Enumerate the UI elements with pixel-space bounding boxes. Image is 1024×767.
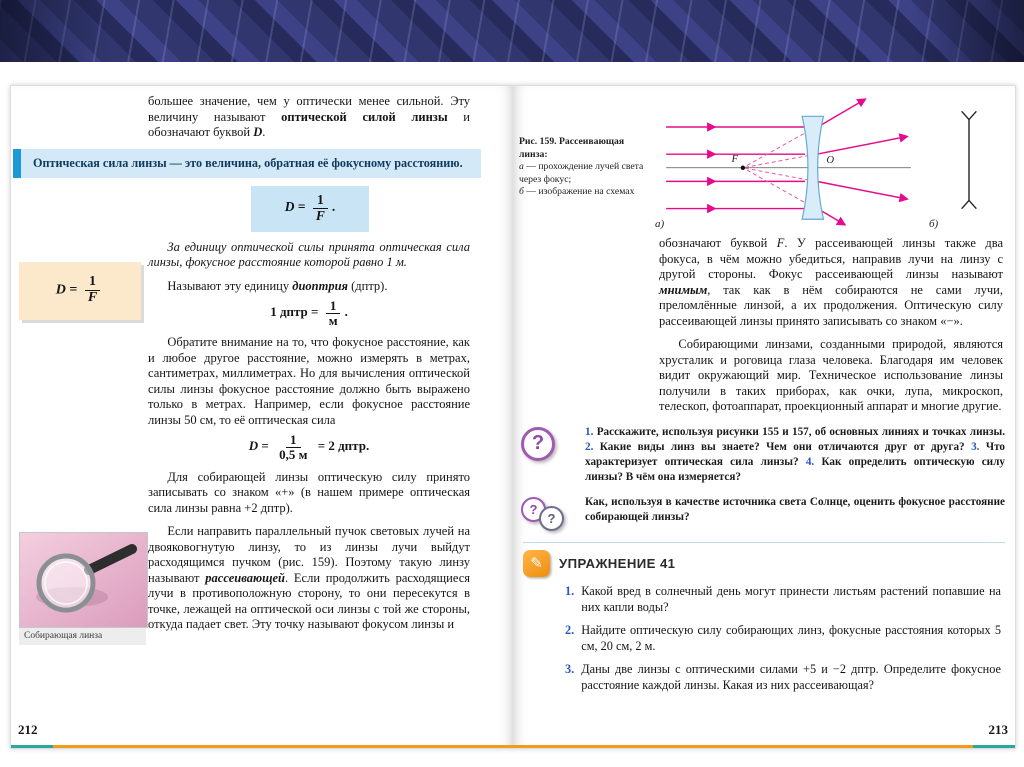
bold-term: оптической силой линзы xyxy=(281,109,448,124)
fraction: $\frac{1}{0,5 м}$ xyxy=(279,432,308,463)
question-number: 2. xyxy=(585,440,594,453)
textbook-spread xyxy=(10,85,1016,749)
exercise-item: 2. Найдите оптическую силу собирающих линз, фокусные расстояния которых 5 см, 20 см, 2 м. xyxy=(565,622,1001,653)
magnifier-glass xyxy=(39,556,93,610)
formula-box-optical-power: D = $\frac{1}{F}$ . xyxy=(251,186,369,231)
bold-term: мнимым xyxy=(659,282,708,297)
fraction: $\frac{1}{F}$ xyxy=(312,193,329,222)
exercise-item: 1. Какой вред в солнечный день могут принести листьям растений попавшие на них капли воды? xyxy=(565,583,1001,614)
equals-sign: = xyxy=(69,282,78,298)
bold-term: рассеивающей xyxy=(205,570,285,585)
fraction: $\frac{1}{м}$ xyxy=(325,299,342,327)
definition-text: Оптическая сила линзы — это величина, обратная её фокусному расстоянию. xyxy=(33,155,463,170)
exercise-number: 1. xyxy=(565,583,575,598)
text-run: . xyxy=(262,125,266,139)
page-left xyxy=(11,86,513,748)
page-number-right: 213 xyxy=(988,722,1008,737)
exercise-number: 3. xyxy=(565,661,575,676)
figure-label-b: б) xyxy=(929,218,939,230)
paragraph-measuring-note: Обратите внимание на то, что фокусное расстояние, как и любое другое расстояние, можно измерять в метрах, сантиметрах, миллиметрах. Но для вычисления оптической силы линзы фокусное расстояние должно быть выражено только в метрах. Например, если фокусное расстояние линзы 50 см, то её оптическая сила xyxy=(148,335,470,427)
question-icon: ? xyxy=(539,506,564,531)
figure-part-b xyxy=(927,92,1011,228)
paragraph-unit-definition: За единицу оптической силы принята оптическая сила линзы, фокусное расстояние которой равно 1 м. xyxy=(148,239,470,270)
question-number: 3. xyxy=(971,440,980,453)
equals-sign: = xyxy=(297,199,306,215)
figure-caption: Рис. 159. Рассеивающая линза: а — прохождение лучей света через фокус; б — изображение на схемах xyxy=(519,136,644,198)
variable-f: F xyxy=(776,236,785,250)
exercise-item: 3. Даны две линзы с оптическими силами +5 и −2 дптр. Определите фокусное расстояние каждой линзы. Какая из них рассеивающая? xyxy=(565,661,1001,692)
formula-note-box xyxy=(19,262,141,320)
exercise-header xyxy=(523,550,1005,577)
formula-dioptre: 1 дптр = $\frac{1}{м}$ . xyxy=(270,298,348,328)
paragraph-diverging-lens: Если направить параллельный пучок световых лучей на двояковогнутую линзу, то из линзы лучи выйдут расходящимся пучком (рис. 159). Поэтому такую линзу называют рассеивающей. Если продолжить расходящиеся лучи в противоположную сторону, то они пересекутся в точке, лежащей на оптической оси линзы с той же стороны, откуда падает свет. Эту точку называют фокусом линзы и xyxy=(148,524,470,632)
figure-label-a: а) xyxy=(655,218,665,230)
exercise-title: УПРАЖНЕНИЕ 41 xyxy=(559,555,676,571)
photo-converging-lens xyxy=(19,532,146,645)
exercise-pencil-icon: ✎ xyxy=(523,550,550,577)
question-icon: ? xyxy=(521,497,546,522)
focus-point xyxy=(741,166,745,170)
magnifier-photo xyxy=(19,532,148,628)
diverging-lens-symbol xyxy=(927,92,1011,228)
paragraph-lens-applications: Собирающими линзами, созданными природой, являются хрусталик и роговица глаза человека. Благодаря им человек видит окружающий мир. Техническое использование линзы получили в таких приборах, как очки, лупа, микроскоп, телескоп, фотоаппарат, проекционный аппарат и многие другие. xyxy=(659,337,1003,413)
diverging-lens-ray-diagram xyxy=(653,92,925,228)
formula-lhs: D xyxy=(55,282,66,298)
page-number-left: 212 xyxy=(18,722,38,737)
page-bottom-rule xyxy=(513,745,1015,748)
formula-lhs: D xyxy=(284,199,295,215)
definition-callout xyxy=(13,149,481,179)
task-block xyxy=(521,495,1005,531)
question-number: 1. xyxy=(585,425,594,438)
figure-caption-title: Рис. 159. Рассеивающая линза: xyxy=(519,136,625,160)
paragraph-optical-power-intro xyxy=(148,94,470,141)
exercise-number: 2. xyxy=(565,622,575,637)
question-icon: ? xyxy=(521,425,571,461)
section-divider xyxy=(523,542,1005,543)
questions-text: 1. Расскажите, используя рисунки 155 и 157, об основных линиях и точках линзы. 2. Какие виды линз вы знаете? Чем они отличаются друг от друга? 3. Что характеризует оптическая сила линзы? 4. Как определить оптическую силу линзы? В чём она измеряется? xyxy=(585,425,1006,483)
paragraph-dioptre: Называют эту единицу диоптрия (дптр). xyxy=(167,278,388,293)
task-icons xyxy=(521,495,571,531)
figure-part-a xyxy=(653,92,925,228)
text-run: и обозначают буквой xyxy=(148,109,470,139)
page-bottom-rule xyxy=(11,745,513,748)
photo-caption: Собирающая линза xyxy=(19,628,146,645)
task-text: Как, используя в качестве источника света Солнце, оценить фокусное расстояние собирающей линзы? xyxy=(585,495,1005,524)
page-right xyxy=(513,86,1015,748)
variable-d: D xyxy=(253,125,263,139)
lens-center-label: O xyxy=(826,153,835,166)
paragraph-plus-sign: Для собирающей линзы оптическую силу принято записывать со знаком «+» (в нашем примере оптическая сила линзы равна +2 дптр). xyxy=(148,469,470,515)
figure-159 xyxy=(513,86,1015,228)
fraction: $\frac{1}{F}$ xyxy=(84,275,101,305)
bold-term: диоптрия xyxy=(292,278,348,293)
text-run: большее значение, чем у оптически менее сильной. Эту величину называют xyxy=(148,94,470,124)
question-number: 4. xyxy=(805,455,815,468)
formula-example: D = $\frac{1}{0,5 м}$ = 2 дптр. xyxy=(248,432,370,463)
questions-block xyxy=(521,425,1005,485)
decorative-banner xyxy=(0,0,1024,62)
paragraph-virtual-focus: обозначают буквой F. У рассеивающей линзы также два фокуса, в чём можно убедиться, направив лучи на линзу с другой стороны. Фокус рассеивающей линзы называют мнимым, так как в нём собираются не сами лучи, преломлённые линзой, а их продолжения. Оптическую силу рассеивающей линзы принято записывать со знаком «−». xyxy=(659,236,1003,328)
focus-label: F xyxy=(731,152,738,165)
